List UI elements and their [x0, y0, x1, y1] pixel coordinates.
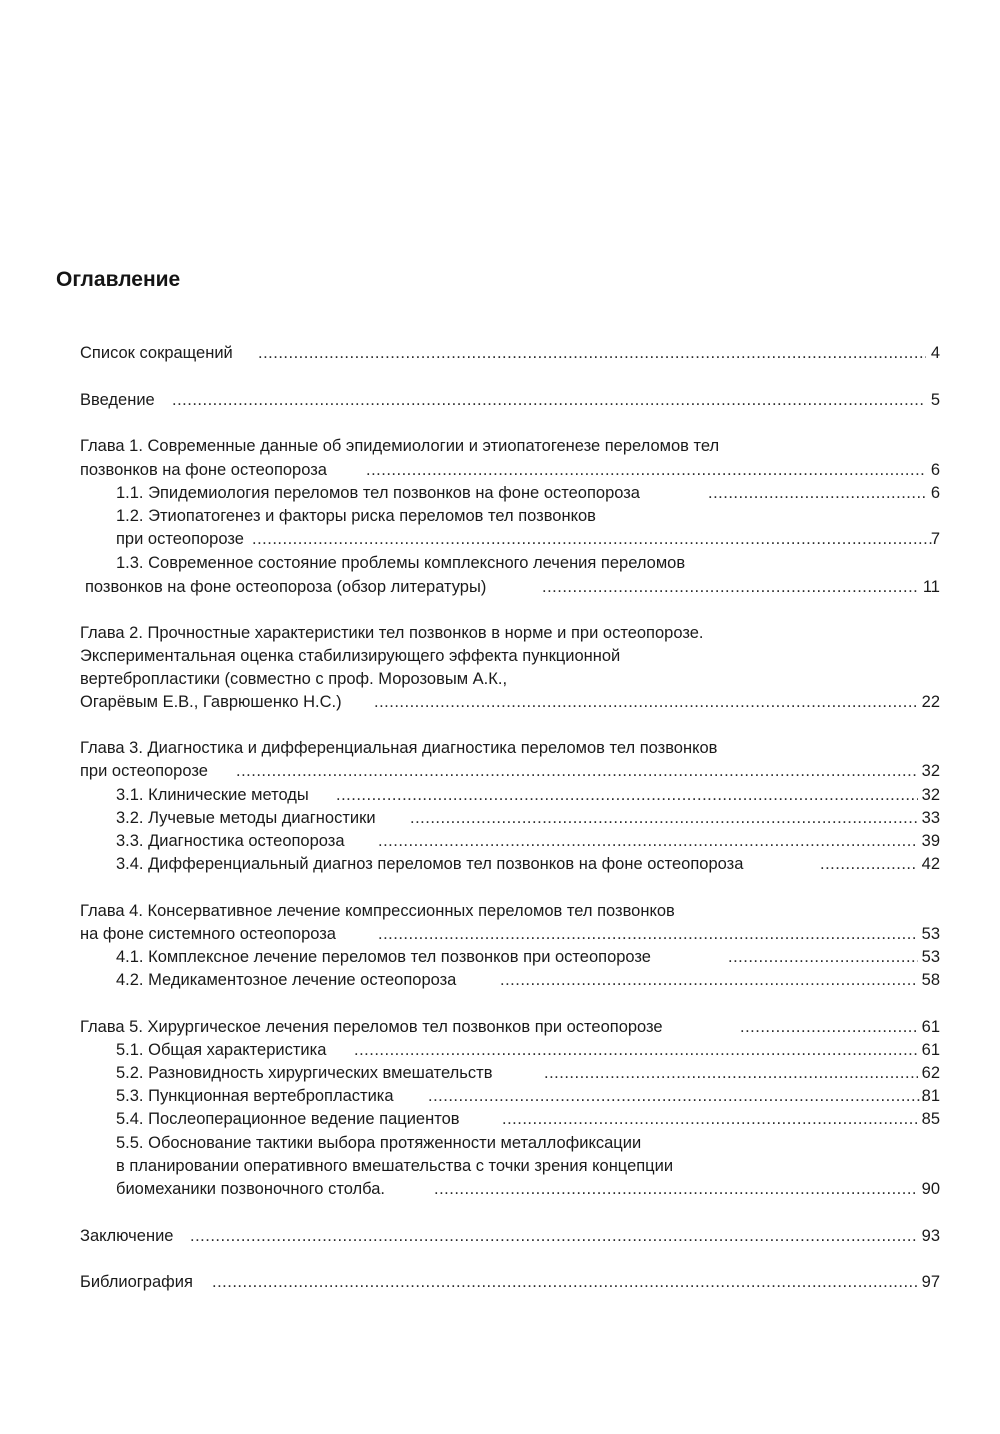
- toc-entry: [0, 1038, 1000, 1062]
- page-title: Оглавление: [56, 268, 181, 291]
- toc-page-number: 42: [921, 855, 940, 873]
- toc-page-number: 6: [930, 484, 940, 502]
- toc-entry: [0, 1224, 1000, 1248]
- toc-entry-text: 3.3. Диагностика остеопороза: [116, 832, 345, 850]
- toc-entry-text: Глава 2. Прочностные характеристики тел позвонков в норме и при остеопорозе.: [80, 624, 704, 642]
- toc-entry-text: 1.1. Эпидемиология переломов тел позвонков на фоне остеопороза: [116, 484, 640, 502]
- dot-leader: [708, 481, 926, 505]
- toc-entry: [0, 1107, 1000, 1131]
- toc-entry: [0, 759, 1000, 783]
- dot-leader: [378, 829, 918, 853]
- dot-leader: [428, 1084, 924, 1108]
- toc-entry-text: Глава 3. Диагностика и дифференциальная диагностика переломов тел позвонков: [80, 739, 718, 757]
- toc-page-number: 39: [921, 832, 940, 850]
- toc-entry-text: Глава 1. Современные данные об эпидемиологии и этиопатогенезе переломов тел: [80, 437, 720, 455]
- dot-leader: [820, 852, 918, 876]
- toc-entry: [0, 1177, 1000, 1201]
- toc-entry: [0, 481, 1000, 505]
- toc-entry: [0, 899, 1000, 923]
- toc-entry-text: 3.1. Клинические методы: [116, 786, 309, 804]
- toc-entry-text: 3.2. Лучевые методы диагностики: [116, 809, 376, 827]
- toc-entry-text: Глава 4. Консервативное лечение компрессионных переломов тел позвонков: [80, 902, 675, 920]
- toc-entry-text: 5.1. Общая характеристика: [116, 1041, 327, 1059]
- dot-leader: [354, 1038, 918, 1062]
- toc-entry-text: 5.3. Пункционная вертебропластика: [116, 1087, 394, 1105]
- toc-entry: [0, 575, 1000, 599]
- toc-entry-text: биомеханики позвоночного столба.: [116, 1180, 385, 1198]
- dot-leader: [252, 527, 932, 551]
- toc-page-number: 32: [921, 762, 940, 780]
- toc-entry-text: 1.2. Этиопатогенез и факторы риска переломов тел позвонков: [116, 507, 596, 525]
- toc-entry: [0, 1084, 1000, 1108]
- toc-entry: [0, 341, 1000, 365]
- toc-entry-text: вертебропластики (совместно с проф. Морозовым А.К.,: [80, 670, 508, 688]
- toc-entry-text: 1.3. Современное состояние проблемы комплексного лечения переломов: [116, 554, 686, 572]
- dot-leader: [172, 388, 926, 412]
- toc-page-number: 61: [921, 1018, 940, 1036]
- toc-entry-text: Введение: [80, 391, 155, 409]
- toc-page-number: 58: [921, 971, 940, 989]
- toc-entry-text: при остеопорозе: [80, 762, 208, 780]
- toc-entry: [0, 806, 1000, 830]
- toc-entry-text: 5.2. Разновидность хирургических вмешательств: [116, 1064, 493, 1082]
- toc-page-number: 11: [922, 578, 940, 596]
- toc-entry: [0, 1015, 1000, 1039]
- toc-entry: [0, 852, 1000, 876]
- toc-entry: [0, 621, 1000, 645]
- toc-entry-text: 4.1. Комплексное лечение переломов тел позвонков при остеопорозе: [116, 948, 651, 966]
- dot-leader: [740, 1015, 918, 1039]
- toc-entry-text: Экспериментальная оценка стабилизирующего эффекта пункционной: [80, 647, 621, 665]
- toc-entry-text: Библиография: [80, 1273, 193, 1291]
- toc-entry-text: Список сокращений: [80, 344, 233, 362]
- toc-entry: [0, 388, 1000, 412]
- toc-entry-text: 5.5. Обоснование тактики выбора протяженности металлофиксации: [116, 1134, 642, 1152]
- toc-entry-text: Огарёвым Е.В., Гаврюшенко Н.С.): [80, 693, 342, 711]
- toc-page-number: 97: [921, 1273, 940, 1291]
- toc-page-number: 62: [921, 1064, 940, 1082]
- toc-page-number: 33: [921, 809, 940, 827]
- toc-page-number: 61: [921, 1041, 940, 1059]
- toc-entry: [0, 644, 1000, 668]
- dot-leader: [236, 759, 918, 783]
- toc-entry: [0, 968, 1000, 992]
- dot-leader: [728, 945, 918, 969]
- toc-entry: [0, 527, 1000, 551]
- dot-leader: [502, 1107, 918, 1131]
- dot-leader: [190, 1224, 918, 1248]
- toc-entry-text: позвонков на фоне остеопороза (обзор литературы): [85, 578, 487, 596]
- toc-entry-text: 5.4. Послеоперационное ведение пациентов: [116, 1110, 460, 1128]
- dot-leader: [258, 341, 926, 365]
- dot-leader: [542, 575, 918, 599]
- toc-entry: [0, 1131, 1000, 1155]
- toc-page-number: 53: [921, 925, 940, 943]
- toc-entry: [0, 922, 1000, 946]
- toc-entry: [0, 551, 1000, 575]
- toc-entry: [0, 1270, 1000, 1294]
- toc-entry: [0, 1061, 1000, 1085]
- toc-entry: [0, 690, 1000, 714]
- toc-page-number: 4: [930, 344, 940, 362]
- dot-leader: [434, 1177, 918, 1201]
- toc-entry-text: в планировании оперативного вмешательства с точки зрения концепции: [116, 1157, 674, 1175]
- toc-entry: [0, 1154, 1000, 1178]
- toc-page-number: 6: [930, 461, 940, 479]
- toc-entry: [0, 829, 1000, 853]
- toc-entry-text: 4.2. Медикаментозное лечение остеопороза: [116, 971, 457, 989]
- dot-leader: [374, 690, 918, 714]
- toc-entry: [0, 458, 1000, 482]
- toc-entry-text: при остеопорозе: [116, 530, 244, 548]
- toc-page-number: 5: [930, 391, 940, 409]
- toc-entry: [0, 504, 1000, 528]
- toc-entry: [0, 783, 1000, 807]
- toc-entry-text: Глава 5. Хирургическое лечения переломов тел позвонков при остеопорозе: [80, 1018, 663, 1036]
- toc-page-number: 32: [921, 786, 940, 804]
- toc-entry-text: позвонков на фоне остеопороза: [80, 461, 327, 479]
- toc-page-number: 81: [921, 1087, 940, 1105]
- toc-entry-text: Заключение: [80, 1227, 174, 1245]
- toc-page-number: 22: [921, 693, 940, 711]
- toc-page-number: 53: [921, 948, 940, 966]
- toc-entry-text: на фоне системного остеопороза: [80, 925, 336, 943]
- toc-entry: [0, 434, 1000, 458]
- toc-page-number: 7: [930, 530, 940, 548]
- dot-leader: [500, 968, 918, 992]
- dot-leader: [336, 783, 918, 807]
- toc-page-number: 85: [921, 1110, 940, 1128]
- toc-entry: [0, 667, 1000, 691]
- dot-leader: [366, 458, 926, 482]
- dot-leader: [212, 1270, 918, 1294]
- toc-entry: [0, 945, 1000, 969]
- dot-leader: [378, 922, 918, 946]
- toc-page-number: 90: [921, 1180, 940, 1198]
- toc-entry: [0, 736, 1000, 760]
- toc-entry-text: 3.4. Дифференциальный диагноз переломов тел позвонков на фоне остеопороза: [116, 855, 744, 873]
- dot-leader: [544, 1061, 918, 1085]
- dot-leader: [410, 806, 918, 830]
- toc-page-number: 93: [921, 1227, 940, 1245]
